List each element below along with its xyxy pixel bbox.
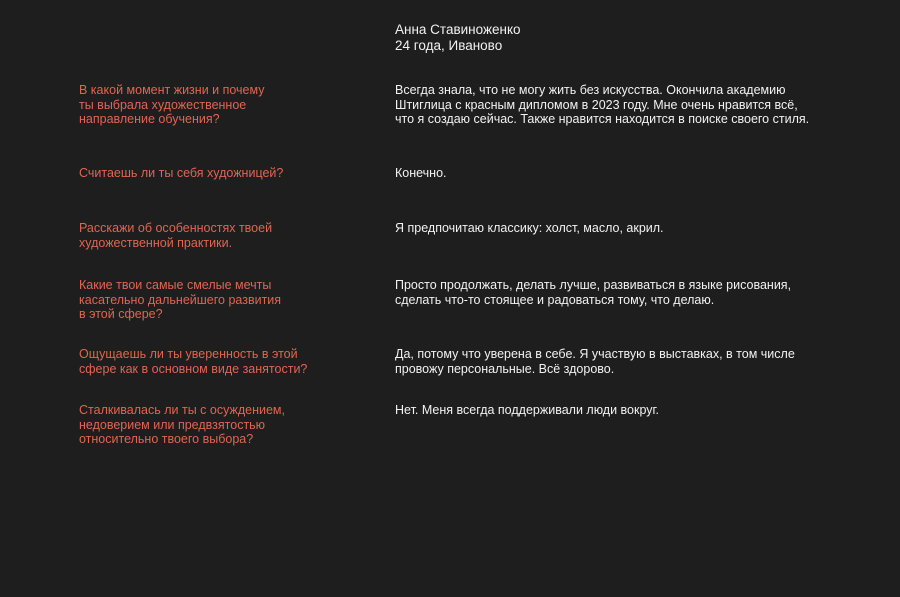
answer-line: провожу персональные. Всё здорово. [395, 361, 615, 376]
question-line: художественной практики. [79, 235, 233, 250]
question-line: Расскажи об особенностях твоей [79, 221, 273, 235]
answer-line: Всегда знала, что не могу жить без искусства. Окончила академию [395, 83, 786, 97]
question-2 [79, 166, 369, 181]
person-header [395, 22, 521, 54]
question-6 [79, 403, 369, 447]
answer-3 [395, 221, 885, 236]
question-line: Считаешь ли ты себя художницей? [79, 166, 284, 180]
answer-line: Да, потому что уверена в себе. Я участвую в выставках, в том числе [395, 347, 795, 361]
person-name: Анна Ставиноженко [395, 22, 521, 37]
answer-6 [395, 403, 885, 418]
answer-2 [395, 166, 885, 181]
question-line: Ощущаешь ли ты уверенность в этой [79, 347, 298, 361]
answer-line: Конечно. [395, 166, 447, 180]
question-3 [79, 221, 369, 250]
question-line: недоверием или предвзятостью [79, 417, 266, 432]
question-line: в этой сфере? [79, 307, 163, 321]
answer-5 [395, 347, 885, 376]
answer-line: Я предпочитаю классику: холст, масло, акрил. [395, 221, 664, 235]
question-line: Сталкивалась ли ты с осуждением, [79, 403, 285, 417]
answer-line: сделать что-то стоящее и радоваться тому, что делаю. [395, 292, 715, 307]
question-line: Какие твои самые смелые мечты [79, 278, 272, 292]
answer-line: Штиглица с красным дипломом в 2023 году. Мне очень нравится всё, [395, 97, 798, 112]
question-line: ты выбрала художественное [79, 97, 247, 112]
answer-line: что я создаю сейчас. Также нравится находится в поиске своего стиля. [395, 112, 810, 126]
question-line: направление обучения? [79, 112, 220, 126]
question-line: сфере как в основном виде занятости? [79, 361, 308, 376]
question-line: касательно дальнейшего развития [79, 292, 282, 307]
answer-1 [395, 83, 885, 127]
answer-line: Нет. Меня всегда поддерживали люди вокруг. [395, 403, 660, 417]
question-line: В какой момент жизни и почему [79, 83, 265, 97]
question-1 [79, 83, 369, 127]
answer-4 [395, 278, 885, 307]
answer-line: Просто продолжать, делать лучше, развиваться в языке рисования, [395, 278, 792, 292]
question-5 [79, 347, 369, 376]
person-age-city: 24 года, Иваново [395, 38, 503, 53]
question-4 [79, 278, 369, 322]
question-line: относительно твоего выбора? [79, 432, 254, 446]
